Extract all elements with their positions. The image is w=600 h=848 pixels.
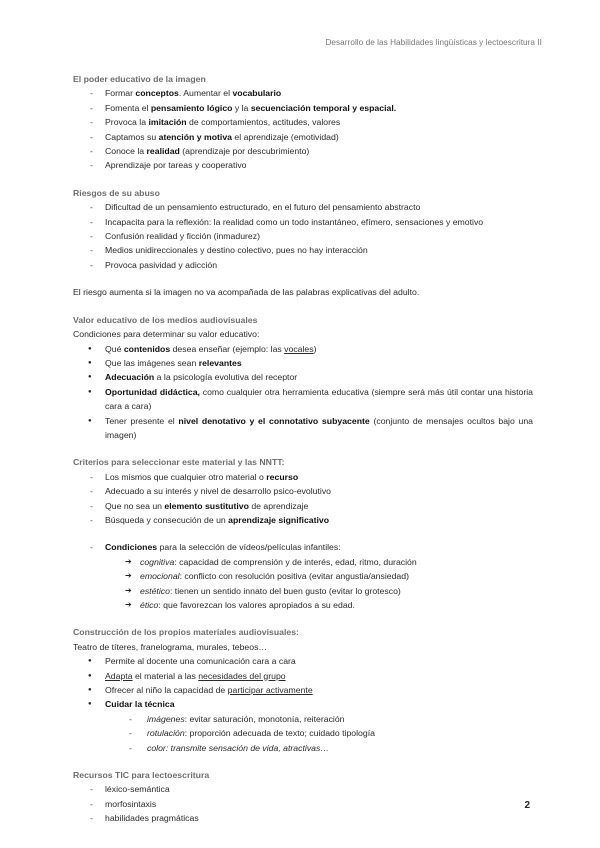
section-title: Valor educativo de los medios audiovisuales bbox=[73, 314, 258, 325]
text-run: Qué bbox=[105, 343, 124, 354]
text-run: secuenciación temporal y espacial. bbox=[250, 102, 397, 113]
text-run: aprendizaje significativo bbox=[228, 514, 330, 525]
list-item bbox=[73, 158, 533, 172]
text-run: Adecuado a su interés y nivel de desarrollo psico-evolutivo bbox=[105, 486, 332, 497]
text-run: color: transmite sensación de vida, atractivas… bbox=[147, 742, 330, 753]
text-run: el aprendizaje (emotividad) bbox=[232, 131, 339, 142]
list-item bbox=[73, 130, 533, 144]
list-item bbox=[73, 144, 533, 158]
text-run: Los mismos que cualquier otro material o bbox=[105, 471, 267, 482]
text-run: cognitiva bbox=[140, 556, 175, 567]
list-item bbox=[73, 741, 533, 755]
bullet-list bbox=[73, 342, 533, 443]
list-item bbox=[73, 697, 533, 711]
section-title: Construcción de los propios materiales audiovisuales: bbox=[73, 627, 299, 638]
text-run: vocabulario bbox=[232, 88, 282, 99]
text-run: Adecuación bbox=[105, 372, 155, 383]
section-intro: Condiciones para determinar su valor educativo: bbox=[73, 329, 260, 340]
dash-list bbox=[73, 86, 533, 172]
text-run: ) bbox=[313, 343, 317, 354]
text-run: (conjunto de mensajes ocultos bajo una imagen) bbox=[105, 415, 533, 440]
section-title: Recursos TIC para lectoescritura bbox=[73, 770, 210, 781]
list-item bbox=[73, 86, 533, 100]
arrow-list bbox=[73, 555, 533, 613]
text-run: realidad bbox=[146, 146, 180, 157]
section-title: El poder educativo de la imagen bbox=[73, 74, 206, 84]
text-run: desea enseñar (ejemplo: las bbox=[170, 343, 285, 354]
text-run: : que favorezcan los valores apropiados a su edad. bbox=[158, 600, 355, 610]
text-run: Que no sea un bbox=[105, 500, 165, 511]
text-run: contenidos bbox=[123, 343, 171, 354]
text-run: atención y motiva bbox=[158, 131, 232, 142]
list-item bbox=[73, 584, 533, 598]
text-run: Cuidar la técnica bbox=[105, 699, 175, 710]
list-item bbox=[73, 258, 533, 272]
text-run: Provoca la bbox=[105, 117, 149, 128]
text-run: Formar bbox=[105, 88, 136, 99]
list-item bbox=[73, 499, 533, 513]
list-item bbox=[73, 569, 533, 583]
text-run: Fomenta el bbox=[105, 102, 151, 113]
text-run: necesidades del grupo bbox=[198, 670, 286, 681]
text-run: elemento sustitutivo bbox=[164, 500, 249, 511]
text-run: Captamos su bbox=[105, 131, 159, 142]
section-paragraph bbox=[73, 285, 533, 299]
page-number: 2 bbox=[524, 800, 530, 811]
list-item bbox=[73, 712, 533, 726]
list-item bbox=[73, 797, 533, 811]
paragraph: El riesgo aumenta si la imagen no va acompañada de las palabras explicativas del adulto. bbox=[73, 287, 420, 298]
section-recursos-tic bbox=[73, 768, 533, 826]
dash-list bbox=[73, 470, 533, 528]
text-run: y la bbox=[232, 102, 251, 113]
section-riesgos bbox=[73, 186, 533, 272]
text-run: (aprendizaje por descubrimiento) bbox=[179, 146, 310, 157]
text-run: Adapta bbox=[105, 670, 133, 681]
list-item bbox=[73, 669, 533, 683]
text-run: Incapacita para la reflexión: la realidad como un todo instantáneo, efímero, sensaciones y emotivo bbox=[105, 216, 484, 227]
dash-list bbox=[73, 200, 533, 272]
list-item bbox=[73, 200, 533, 214]
list-item bbox=[73, 782, 533, 796]
list-item bbox=[73, 414, 533, 443]
text-run: : capacidad de comprensión y de interés, edad, ritmo, duración bbox=[174, 556, 417, 567]
text-run: Búsqueda y consecución de un bbox=[105, 514, 229, 525]
text-run: Tener presente el bbox=[105, 415, 179, 426]
list-item bbox=[73, 683, 533, 697]
text-run: emocional bbox=[140, 571, 180, 582]
text-run: a la psicología evolutiva del receptor bbox=[154, 372, 298, 383]
text-run: conceptos bbox=[135, 88, 179, 99]
text-run: relevantes bbox=[198, 357, 242, 368]
dash-list bbox=[73, 782, 533, 825]
list-item bbox=[73, 726, 533, 740]
text-run: Confusión realidad y ficción (inmadurez) bbox=[105, 231, 261, 242]
text-run: : evitar saturación, monotonía, reiteración bbox=[184, 713, 345, 724]
text-run: recurso bbox=[266, 471, 299, 482]
list-item bbox=[73, 555, 533, 569]
text-run: para la selección de vídeos/películas infantiles: bbox=[157, 542, 341, 553]
sub-dash-list bbox=[73, 712, 533, 755]
running-header: Desarrollo de las Habilidades lingüísticas y lectoescritura II bbox=[325, 38, 542, 47]
text-run: : tienen un sentido innato del buen gusto (evitar lo grotesco) bbox=[169, 585, 401, 596]
list-item bbox=[73, 370, 533, 384]
section-criterios bbox=[73, 455, 533, 612]
bullet-list bbox=[73, 654, 533, 712]
section-title: Criterios para seleccionar este material y las NNTT: bbox=[73, 457, 285, 468]
text-run: como cualquier otra herramienta educativa (siempre será más útil contar una historia cara a cara) bbox=[105, 386, 533, 412]
list-item bbox=[73, 540, 533, 554]
text-run: el material a las bbox=[132, 670, 199, 681]
list-item bbox=[73, 811, 533, 825]
text-run: vocales bbox=[284, 343, 314, 354]
list-item bbox=[73, 101, 533, 115]
text-run: morfosintaxis bbox=[105, 798, 157, 809]
section-title: Riesgos de su abuso bbox=[73, 187, 160, 198]
text-run: imágenes bbox=[147, 713, 185, 724]
list-item bbox=[73, 243, 533, 257]
text-run: ético bbox=[140, 600, 159, 610]
text-run: Permite al docente una comunicación cara a cara bbox=[105, 656, 296, 667]
list-item bbox=[73, 356, 533, 370]
text-run: Dificultad de un pensamiento estructurado, en el futuro del pensamiento abstracto bbox=[105, 202, 421, 213]
text-run: Oportunidad didáctica, bbox=[105, 386, 200, 397]
text-run: pensamiento lógico bbox=[150, 102, 233, 113]
text-run: imitación bbox=[148, 117, 187, 128]
list-item bbox=[73, 513, 533, 527]
text-run: nivel denotativo y el connotativo subyacente bbox=[178, 415, 370, 426]
list-item bbox=[73, 385, 533, 414]
list-item bbox=[73, 470, 533, 484]
text-run: de aprendizaje bbox=[248, 500, 309, 511]
section-valor-educativo bbox=[73, 313, 533, 443]
section-poder-educativo bbox=[73, 72, 533, 173]
text-run: léxico-semántica bbox=[105, 784, 170, 795]
list-item bbox=[73, 654, 533, 668]
list-item bbox=[73, 229, 533, 243]
text-run: Medios unidireccionales y destino colectivo, pues no hay interacción bbox=[105, 245, 368, 256]
text-run: Ofrecer al niño la capacidad de bbox=[105, 685, 228, 696]
text-run: Aprendizaje por tareas y cooperativo bbox=[105, 160, 247, 171]
document-body bbox=[73, 72, 533, 839]
text-run: . Aumentar el bbox=[178, 88, 233, 99]
text-run: Condiciones bbox=[105, 542, 158, 553]
list-item bbox=[73, 484, 533, 498]
list-item bbox=[73, 115, 533, 129]
section-construccion bbox=[73, 625, 533, 755]
list-item bbox=[73, 598, 533, 612]
text-run: de comportamientos, actitudes, valores bbox=[186, 117, 341, 128]
text-run: : conflicto con resolución positiva (evitar angustia/ansiedad) bbox=[179, 571, 409, 582]
list-item bbox=[73, 342, 533, 356]
dash-list-condiciones bbox=[73, 540, 533, 554]
list-item bbox=[73, 215, 533, 229]
text-run: habilidades pragmáticas bbox=[105, 813, 199, 824]
text-run: estético bbox=[140, 585, 170, 596]
text-run: rotulación bbox=[147, 728, 185, 739]
text-run: Que las imágenes sean bbox=[105, 357, 199, 368]
text-run: participar activamente bbox=[227, 685, 313, 696]
text-run: Provoca pasividad y adicción bbox=[105, 259, 218, 270]
text-run: : proporción adecuada de texto; cuidado tipología bbox=[184, 728, 375, 739]
section-intro: Teatro de títeres, franelograma, murales, tebeos… bbox=[73, 641, 268, 652]
text-run: Conoce la bbox=[105, 146, 147, 157]
